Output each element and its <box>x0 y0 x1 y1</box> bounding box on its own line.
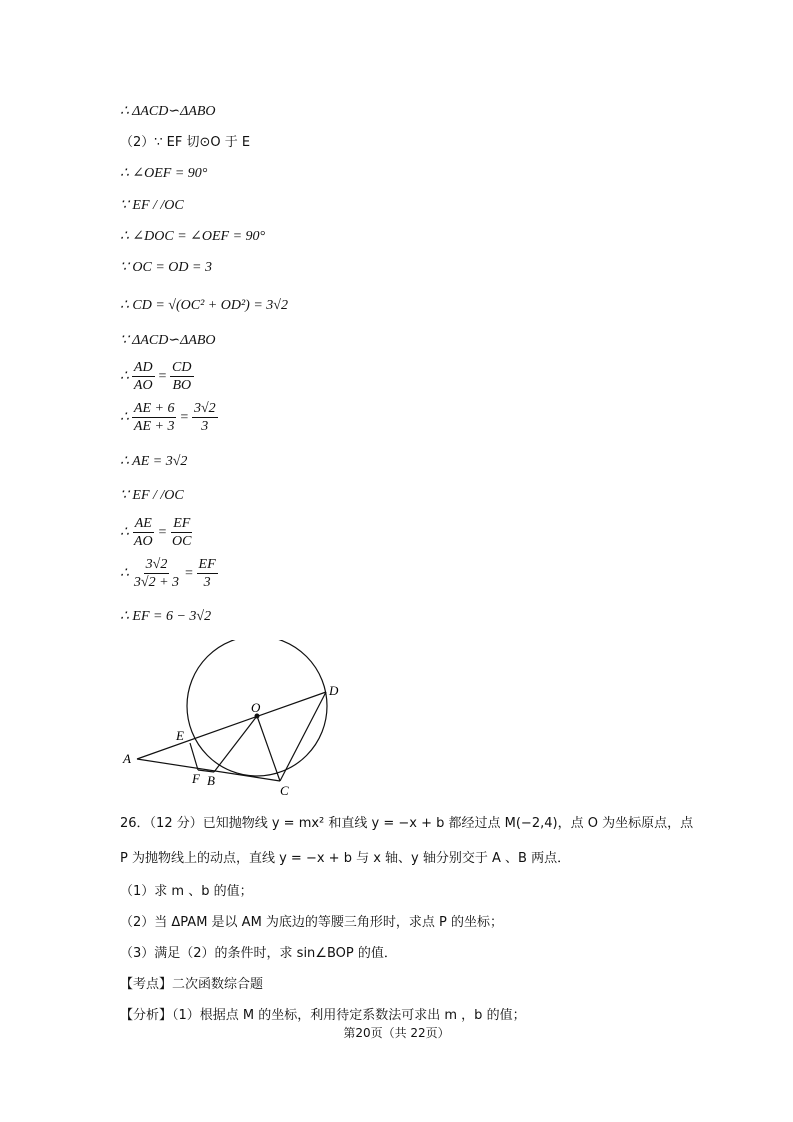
fraction: $\frac{CD}{BO}$ <box>172 360 192 393</box>
step-cd-length: ∴ CD = √(OC² + OD²) = 3√2 <box>120 298 288 313</box>
page-footer: 第20页（共 22页） <box>343 1026 450 1040</box>
step-ratio-3: ∴ $\frac{AE}{AO}$ = $\frac{EF}{OC}$ <box>120 516 192 549</box>
step-angle-oef: ∴ ∠OEF = 90° <box>120 166 208 181</box>
fraction: $\frac{EF}{OC}$ <box>172 516 192 549</box>
geometry-figure <box>110 640 370 800</box>
step-similar-triangles: ∴ ΔACD∽ΔABO <box>120 104 216 119</box>
label-b: B <box>207 773 215 788</box>
fraction: $\frac{AD}{AO}$ <box>133 360 153 393</box>
question-3: （3）满足（2）的条件时，求 sin∠BOP 的值． <box>120 946 397 961</box>
step-ratio-1: ∴ $\frac{AD}{AO}$ = $\frac{CD}{BO}$ <box>120 360 192 393</box>
line-e-f <box>190 743 198 770</box>
step-parallel-2: ∵ EF / /OC <box>120 488 184 503</box>
step-ratio-4: ∴ $\frac{3√2}{3√2 + 3}$ = $\frac{EF}{3}$ <box>120 557 216 590</box>
step-similar-triangles-2: ∵ ΔACD∽ΔABO <box>120 333 216 348</box>
kaodian: 【考点】二次函数综合题 <box>120 977 264 992</box>
fraction: $\frac{AE + 6}{AE + 3}$ <box>133 401 175 434</box>
line-o-c <box>257 716 280 781</box>
fraction: $\frac{3√2}{3√2 + 3}$ <box>133 557 180 590</box>
step-ef-value: ∴ EF = 6 − 3√2 <box>120 609 212 624</box>
question-1: （1）求 m 、b 的值； <box>120 884 253 899</box>
fraction: $\frac{3√2}{3}$ <box>193 401 216 434</box>
fraction: $\frac{EF}{3}$ <box>198 557 216 590</box>
fenxi: 【分析】（1）根据点 M 的坐标，利用待定系数法可求出 m ，b 的值； <box>120 1008 526 1023</box>
fraction: $\frac{AE}{AO}$ <box>133 516 153 549</box>
step-ratio-2: ∴ $\frac{AE + 6}{AE + 3}$ = $\frac{3√2}{3}$ <box>120 401 216 434</box>
step-ae-value: ∴ AE = 3√2 <box>120 454 188 469</box>
problem-26-line2: P 为抛物线上的动点，直线 y = −x + b 与 x 轴、y 轴分别交于 A 、B 两点． <box>120 851 571 866</box>
step-oc-od: ∵ OC = OD = 3 <box>120 260 212 275</box>
label-f: F <box>192 771 200 786</box>
step-parallel-1: ∵ EF / /OC <box>120 198 184 213</box>
step-angle-doc: ∴ ∠DOC = ∠OEF = 90° <box>120 229 266 244</box>
question-2: （2）当 ΔPAM 是以 AM 为底边的等腰三角形时，求点 P 的坐标； <box>120 915 504 930</box>
problem-26-line1: 26．（12 分）已知抛物线 y = mx² 和直线 y = −x + b 都经过点 M(−2,4)，点 O 为坐标原点，点 <box>120 816 694 831</box>
step-tangent: （2）∵ EF 切⊙O 于 E <box>120 135 251 150</box>
label-d: D <box>329 683 339 698</box>
label-e: E <box>176 728 184 743</box>
label-a: A <box>123 751 131 766</box>
label-o: O <box>251 700 261 715</box>
label-c: C <box>280 783 289 798</box>
